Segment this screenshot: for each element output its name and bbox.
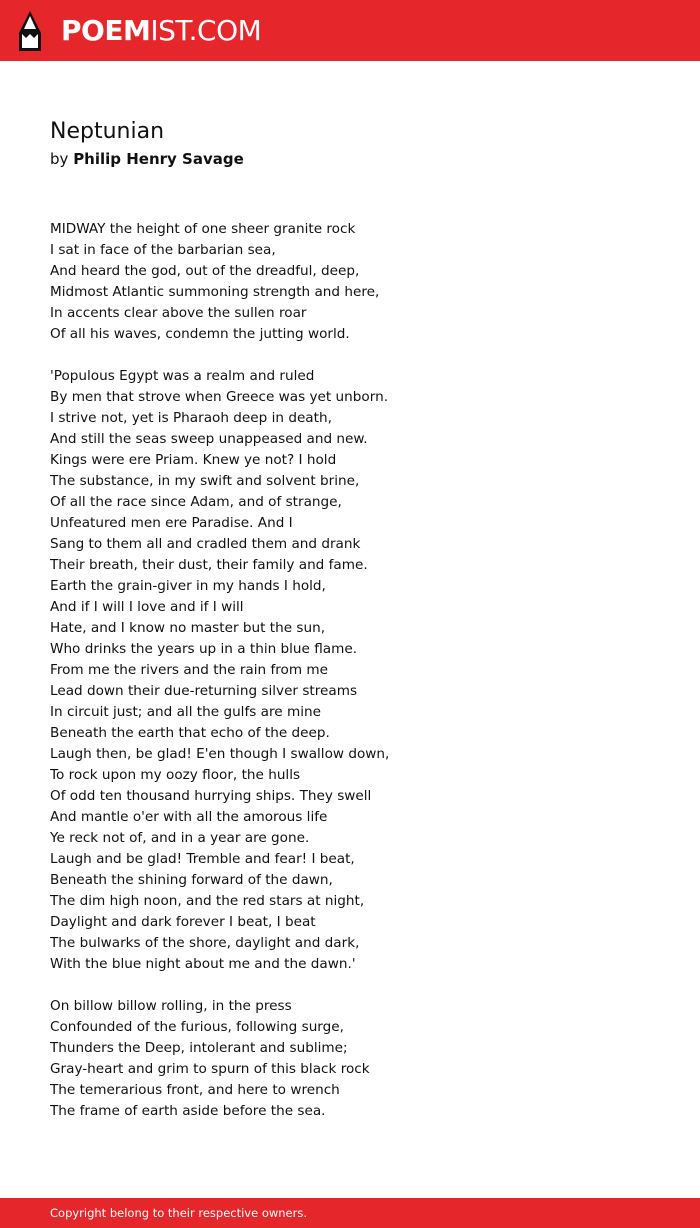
- copyright-text: Copyright belong to their respective owners.: [50, 1206, 308, 1220]
- poem-line: Hate, and I know no master but the sun,: [50, 620, 326, 636]
- poem-line: Midmost Atlantic summoning strength and here,: [50, 284, 380, 300]
- poem-line: I sat in face of the barbarian sea,: [50, 242, 276, 258]
- poem-line: Their breath, their dust, their family and fame.: [50, 557, 368, 573]
- poem-line: The dim high noon, and the red stars at night,: [50, 893, 365, 909]
- by-label: by: [50, 150, 69, 168]
- poem-line: On billow billow rolling, in the press: [50, 998, 292, 1014]
- poem-line: Lead down their due-returning silver streams: [50, 683, 358, 699]
- poem-line: Gray-heart and grim to spurn of this black rock: [50, 1061, 370, 1077]
- poem-line: Of odd ten thousand hurrying ships. They swell: [50, 788, 372, 804]
- poem-line: Laugh and be glad! Tremble and fear! I beat,: [50, 851, 355, 867]
- poem-line: Of all the race since Adam, and of strange,: [50, 494, 342, 510]
- poem-line: The substance, in my swift and solvent brine,: [50, 473, 360, 489]
- poem-line: Confounded of the furious, following surge,: [50, 1019, 344, 1035]
- brand-light-part: IST.COM: [150, 14, 262, 47]
- byline: [50, 148, 244, 170]
- poem-title: Neptunian: [50, 119, 165, 144]
- site-logo-link[interactable]: [18, 10, 261, 52]
- site-footer: [0, 1198, 700, 1228]
- author-name: Philip Henry Savage: [73, 150, 244, 168]
- poem-line: Laugh then, be glad! E'en though I swallow down,: [50, 746, 390, 762]
- poem-line: Beneath the shining forward of the dawn,: [50, 872, 333, 888]
- poem-line: 'Populous Egypt was a realm and ruled: [50, 368, 315, 384]
- poem-line: With the blue night about me and the dawn.': [50, 956, 356, 972]
- stanza: [50, 366, 650, 975]
- poem-line: Unfeatured men ere Paradise. And I: [50, 515, 293, 531]
- poem-line: In circuit just; and all the gulfs are mine: [50, 704, 321, 720]
- poem-line: I strive not, yet is Pharaoh deep in death,: [50, 410, 332, 426]
- poem-line: Ye reck not of, and in a year are gone.: [50, 830, 310, 846]
- poem-line: In accents clear above the sullen roar: [50, 305, 307, 321]
- poem-line: And still the seas sweep unappeased and new.: [50, 431, 368, 447]
- poem-line: Beneath the earth that echo of the deep.: [50, 725, 330, 741]
- poem-line: Kings were ere Priam. Knew ye not? I hold: [50, 452, 337, 468]
- poem-line: Earth the grain-giver in my hands I hold,: [50, 578, 326, 594]
- poem-line: The bulwarks of the shore, daylight and dark,: [50, 935, 360, 951]
- poem-line: To rock upon my oozy floor, the hulls: [50, 767, 301, 783]
- site-logo-text: [61, 10, 261, 52]
- poem-line: From me the rivers and the rain from me: [50, 662, 329, 678]
- poem-line: By men that strove when Greece was yet unborn.: [50, 389, 389, 405]
- stanza: [50, 996, 650, 1122]
- poem-line: And heard the god, out of the dreadful, deep,: [50, 263, 360, 279]
- site-header: [0, 0, 700, 61]
- poem-line: And if I will I love and if I will: [50, 599, 244, 615]
- poem-line: Thunders the Deep, intolerant and sublime;: [50, 1040, 348, 1056]
- poem-line: The temerarious front, and here to wrench: [50, 1082, 340, 1098]
- poem-line: Who drinks the years up in a thin blue flame.: [50, 641, 358, 657]
- poem-line: Of all his waves, condemn the jutting world.: [50, 326, 350, 342]
- poem-line: And mantle o'er with all the amorous life: [50, 809, 328, 825]
- poem-line: The frame of earth aside before the sea.: [50, 1103, 326, 1119]
- poem-body: [50, 219, 650, 1143]
- poem-line: MIDWAY the height of one sheer granite rock: [50, 221, 356, 237]
- poem-line: Sang to them all and cradled them and drank: [50, 536, 361, 552]
- pencil-logo-icon: [18, 10, 42, 52]
- stanza: [50, 219, 650, 345]
- brand-bold-part: POEM: [61, 14, 151, 47]
- poem-line: Daylight and dark forever I beat, I beat: [50, 914, 316, 930]
